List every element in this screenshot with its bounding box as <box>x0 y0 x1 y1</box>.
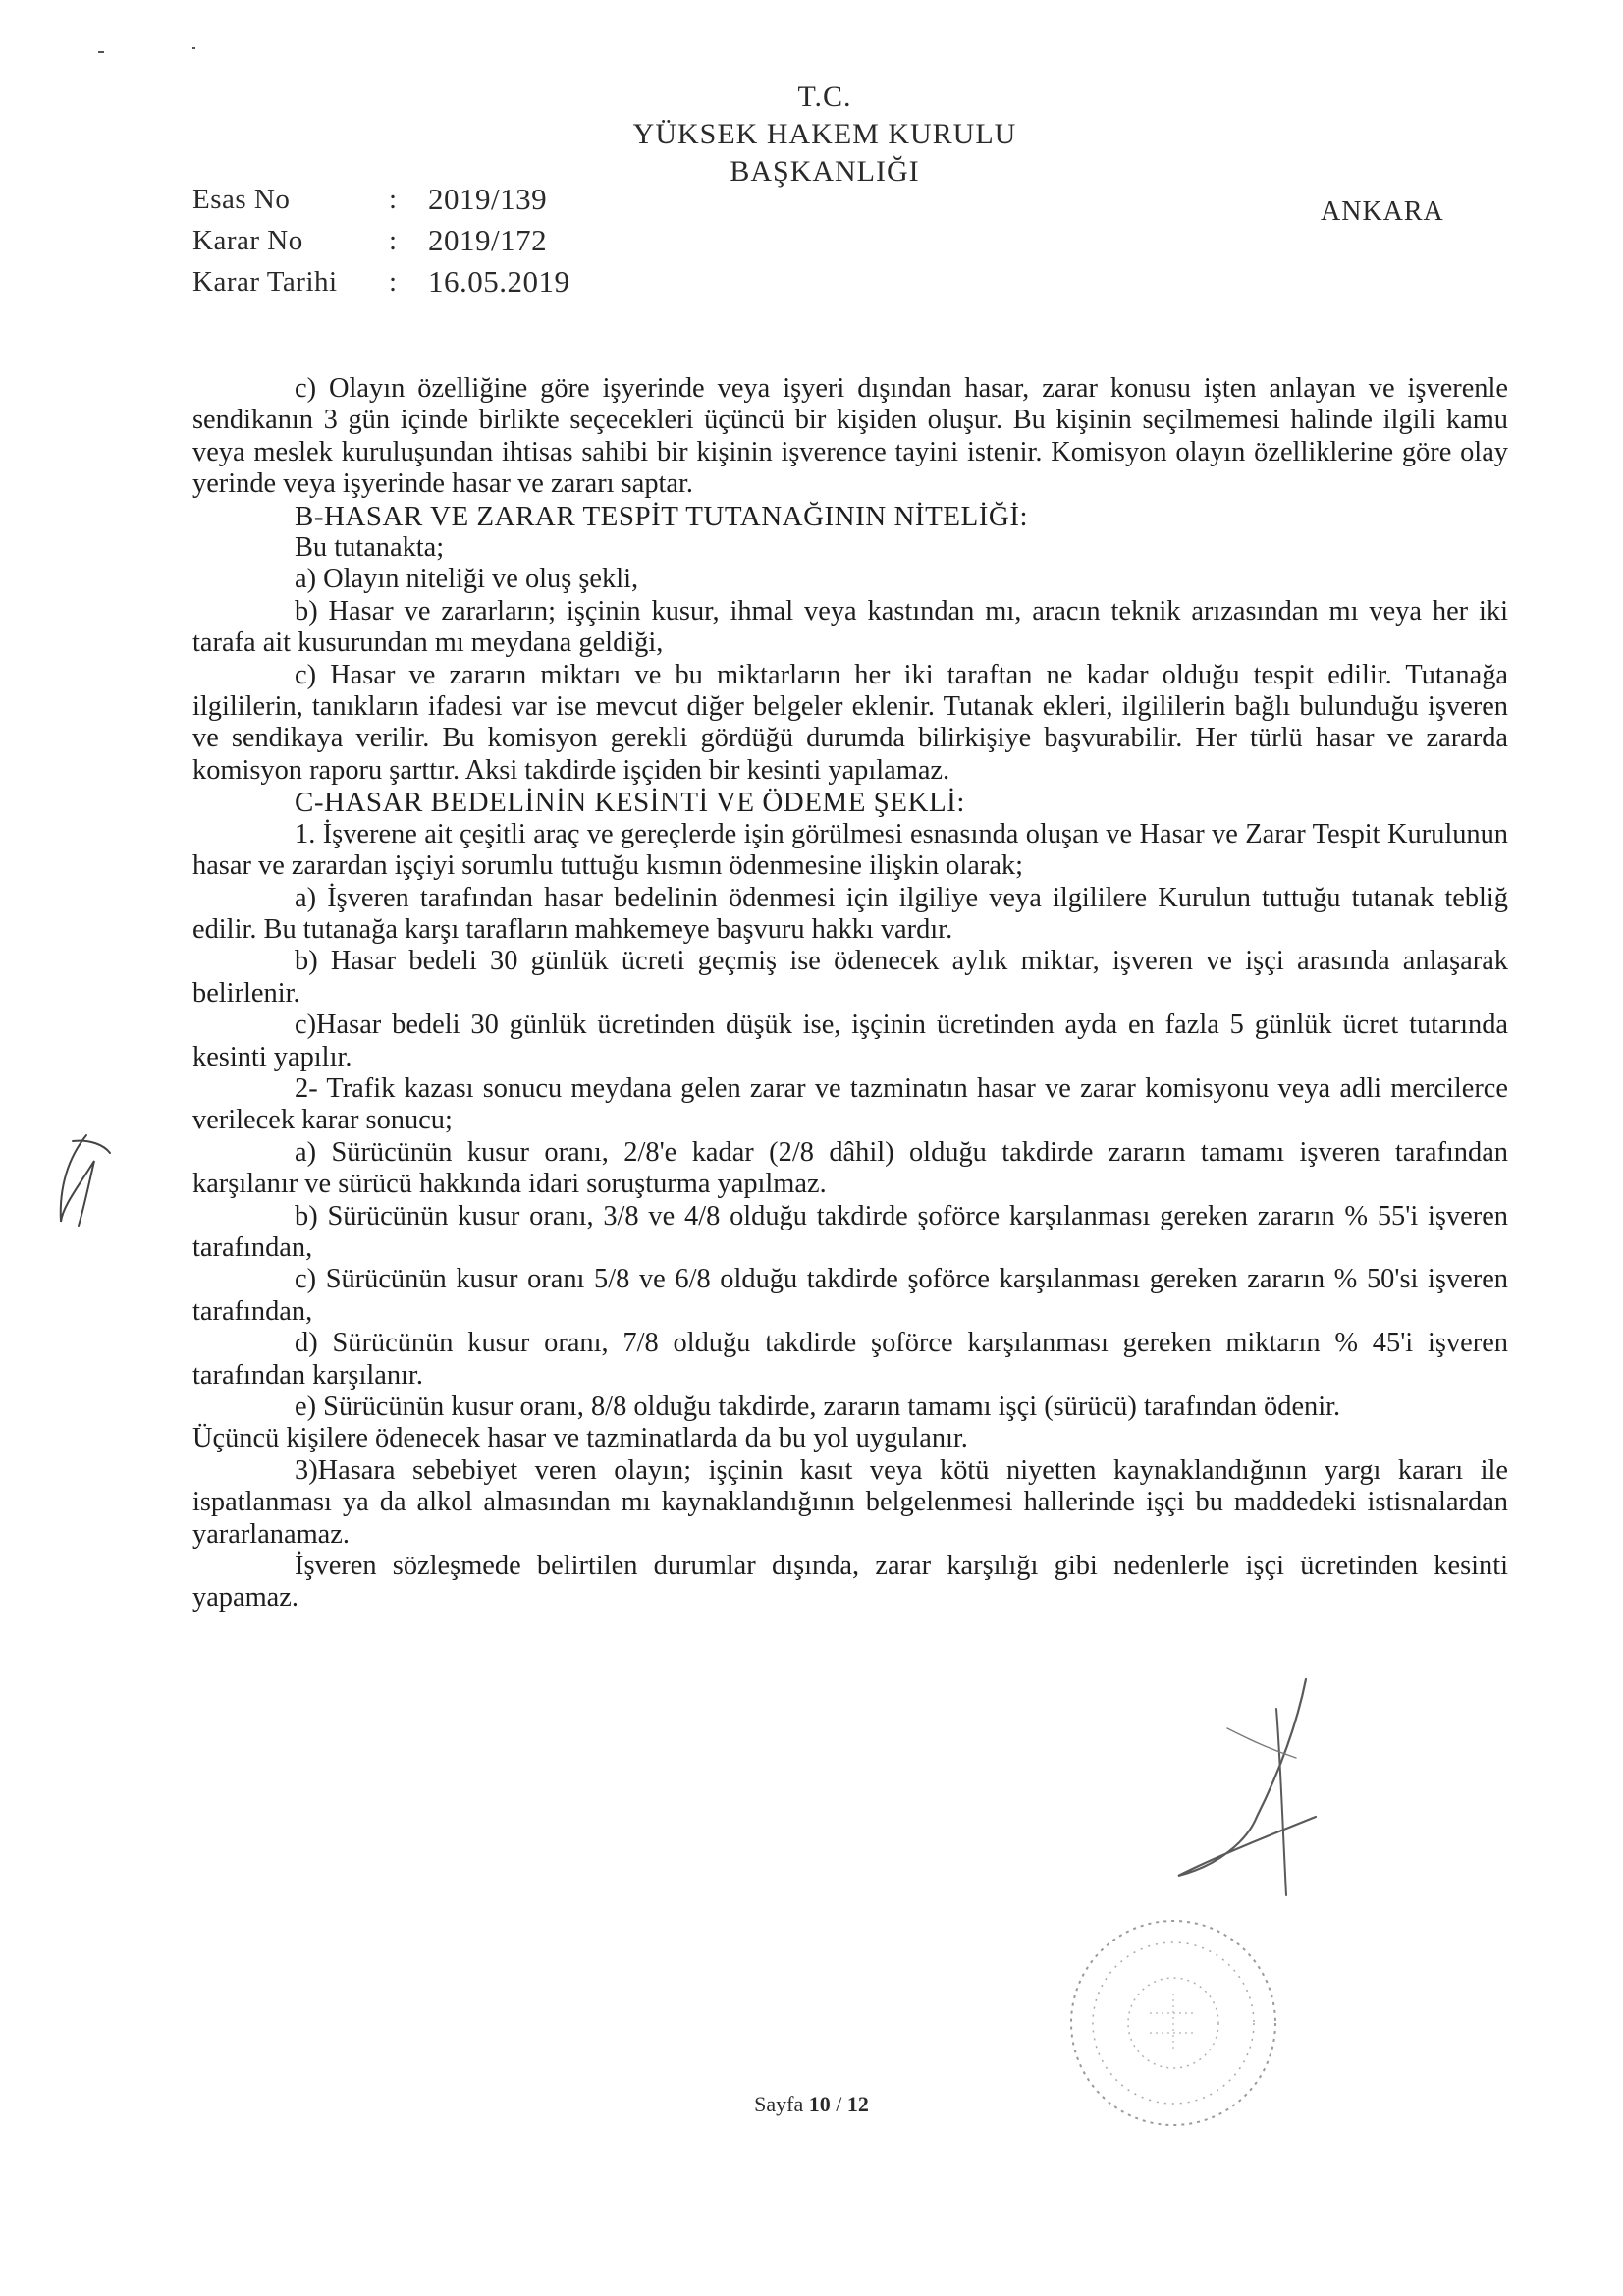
document-body <box>192 373 1508 1614</box>
list-item: c)Hasar bedeli 30 günlük ücretinden düşük ise, işçinin ücretinden ayda en fazla 5 günlük ücret tutarında kesinti yapılır. <box>192 1010 1508 1072</box>
city: ANKARA <box>1321 196 1444 227</box>
tarih-value: 16.05.2019 <box>428 264 570 299</box>
list-item: b) Sürücünün kusur oranı, 3/8 ve 4/8 olduğu takdirde şoförce karşılanması gereken zararın % 55'i işveren tarafından, <box>192 1200 1508 1263</box>
paragraph: Bu tutanakta; <box>295 532 445 564</box>
scan-speck <box>192 47 195 49</box>
handwritten-initial-icon <box>39 1127 118 1235</box>
tarih-row <box>192 261 570 302</box>
list-item: a) Sürücünün kusur oranı, 2/8'e kadar (2/8 dâhil) olduğu takdirde zararın tamamı işveren tarafından karşılanır ve sürücü hakkında idari soruşturma yapılmaz. <box>192 1136 1508 1200</box>
paragraph: İşveren sözleşmede belirtilen durumlar dışında, zarar karşılığı gibi nedenlerle işçi ücretinden kesinti yapamaz. <box>192 1551 1508 1613</box>
case-metadata <box>192 179 570 302</box>
page-footer <box>0 2092 1623 2117</box>
list-item: e) Sürücünün kusur oranı, 8/8 olduğu takdirde, zararın tamamı işçi (sürücü) tarafından ödenir. <box>295 1392 1341 1422</box>
karar-label: Karar No <box>192 225 303 256</box>
list-item: 2- Trafik kazası sonucu meydana gelen zarar ve tazminatın hasar ve zarar komisyonu veya adli mercilerce verilecek karar sonucu; <box>192 1072 1508 1136</box>
esas-value: 2019/139 <box>428 182 548 216</box>
list-item: 1. İşverene ait çeşitli araç ve gereçlerde işin görülmesi esnasında oluşan ve Hasar ve Zarar Tespit Kurulunun hasar ve zarardan işçiyi sorumlu tuttuğu kısmın ödenmesine ilişkin olarak; <box>192 818 1508 882</box>
esas-label: Esas No <box>192 184 291 215</box>
section-heading-c: C-HASAR BEDELİNİN KESİNTİ VE ÖDEME ŞEKLİ: <box>295 787 965 819</box>
page-number: 10 <box>808 2092 831 2116</box>
letterhead-line-tc: T.C. <box>797 81 852 113</box>
letterhead-line-institution: YÜKSEK HAKEM KURULU <box>632 118 1017 150</box>
list-item: c) Hasar ve zararın miktarı ve bu miktarların her iki taraftan ne kadar olduğu tespit edilir. Tutanağa ilgililerin, tanıkların ifadesi var ise mevcut diğer belgeler eklenir. Tutanak ekleri, ilgililerin bağlı bulunduğu işveren ve sendikaya verilir. Bu komisyon gerekli gördüğü durumda bilirkişiye başvurabilir. Her türlü hasar ve zararda komisyon raporu şarttır. Aksi takdirde işçiden bir kesinti yapılamaz. <box>192 659 1508 786</box>
page-separator: / <box>836 2092 842 2116</box>
karar-row <box>192 220 570 261</box>
separator: : <box>389 225 398 256</box>
list-item: c) Sürücünün kusur oranı 5/8 ve 6/8 olduğu takdirde şoförce karşılanması gereken zararın % 50'si işveren tarafından, <box>192 1264 1508 1327</box>
signature-icon <box>1159 1669 1345 1905</box>
karar-value: 2019/172 <box>428 223 548 257</box>
section-heading-b: B-HASAR VE ZARAR TESPİT TUTANAĞININ NİTELİĞİ: <box>295 500 1029 532</box>
list-item: d) Sürücünün kusur oranı, 7/8 olduğu takdirde şoförce karşılanması gereken miktarın % 45'i işveren tarafından karşılanır. <box>192 1328 1508 1391</box>
list-item: a) İşveren tarafından hasar bedelinin ödenmesi için ilgiliye veya ilgililere Kurulun tuttuğu tutanak tebliğ edilir. Bu tutanağa karşı tarafların mahkemeye başvuru hakkı vardır. <box>192 882 1508 945</box>
page-label: Sayfa <box>754 2092 804 2116</box>
separator: : <box>389 266 398 298</box>
paragraph: Üçüncü kişilere ödenecek hasar ve tazminatlarda da bu yol uygulanır. <box>192 1423 968 1454</box>
letterhead-line-presidency: BAŞKANLIĞI <box>730 155 920 188</box>
paragraph: c) Olayın özelliğine göre işyerinde veya işyeri dışından hasar, zarar konusu işten anlayan ve işverenle sendikanın 3 gün içinde birlikte seçecekleri üçüncü bir kişiden oluşur. Bu kişinin seçilmemesi halinde ilgili kamu veya meslek kuruluşundan ihtisas sahibi bir kişinin işverence tayini istenir. Komisyon olayın özelliklerine göre olay yerinde veya işyerinde hasar ve zararı saptar. <box>192 373 1508 500</box>
list-item: b) Hasar bedeli 30 günlük ücreti geçmiş ise ödenecek aylık miktar, işveren ve işçi arasında anlaşarak belirlenir. <box>192 946 1508 1009</box>
separator: : <box>389 184 398 215</box>
list-item: b) Hasar ve zararların; işçinin kusur, ihmal veya kastından mı, aracın teknik arızasından mı veya her iki tarafa ait kusurundan mı meydana geldiği, <box>192 595 1508 659</box>
letterhead <box>589 79 1060 191</box>
tarih-label: Karar Tarihi <box>192 266 338 298</box>
list-item: a) Olayın niteliği ve oluş şekli, <box>295 564 639 595</box>
esas-row <box>192 179 570 220</box>
scan-speck <box>98 51 104 53</box>
page-total: 12 <box>846 2092 869 2116</box>
list-item: 3)Hasara sebebiyet veren olayın; işçinin kasıt veya kötü niyetten kaynaklandığının yargı kararı ile ispatlanması ya da alkol almasından mı kaynaklandığının belgelenmesi hallerinde işçi bu maddedeki istisnalardan yararlanamaz. <box>192 1454 1508 1550</box>
